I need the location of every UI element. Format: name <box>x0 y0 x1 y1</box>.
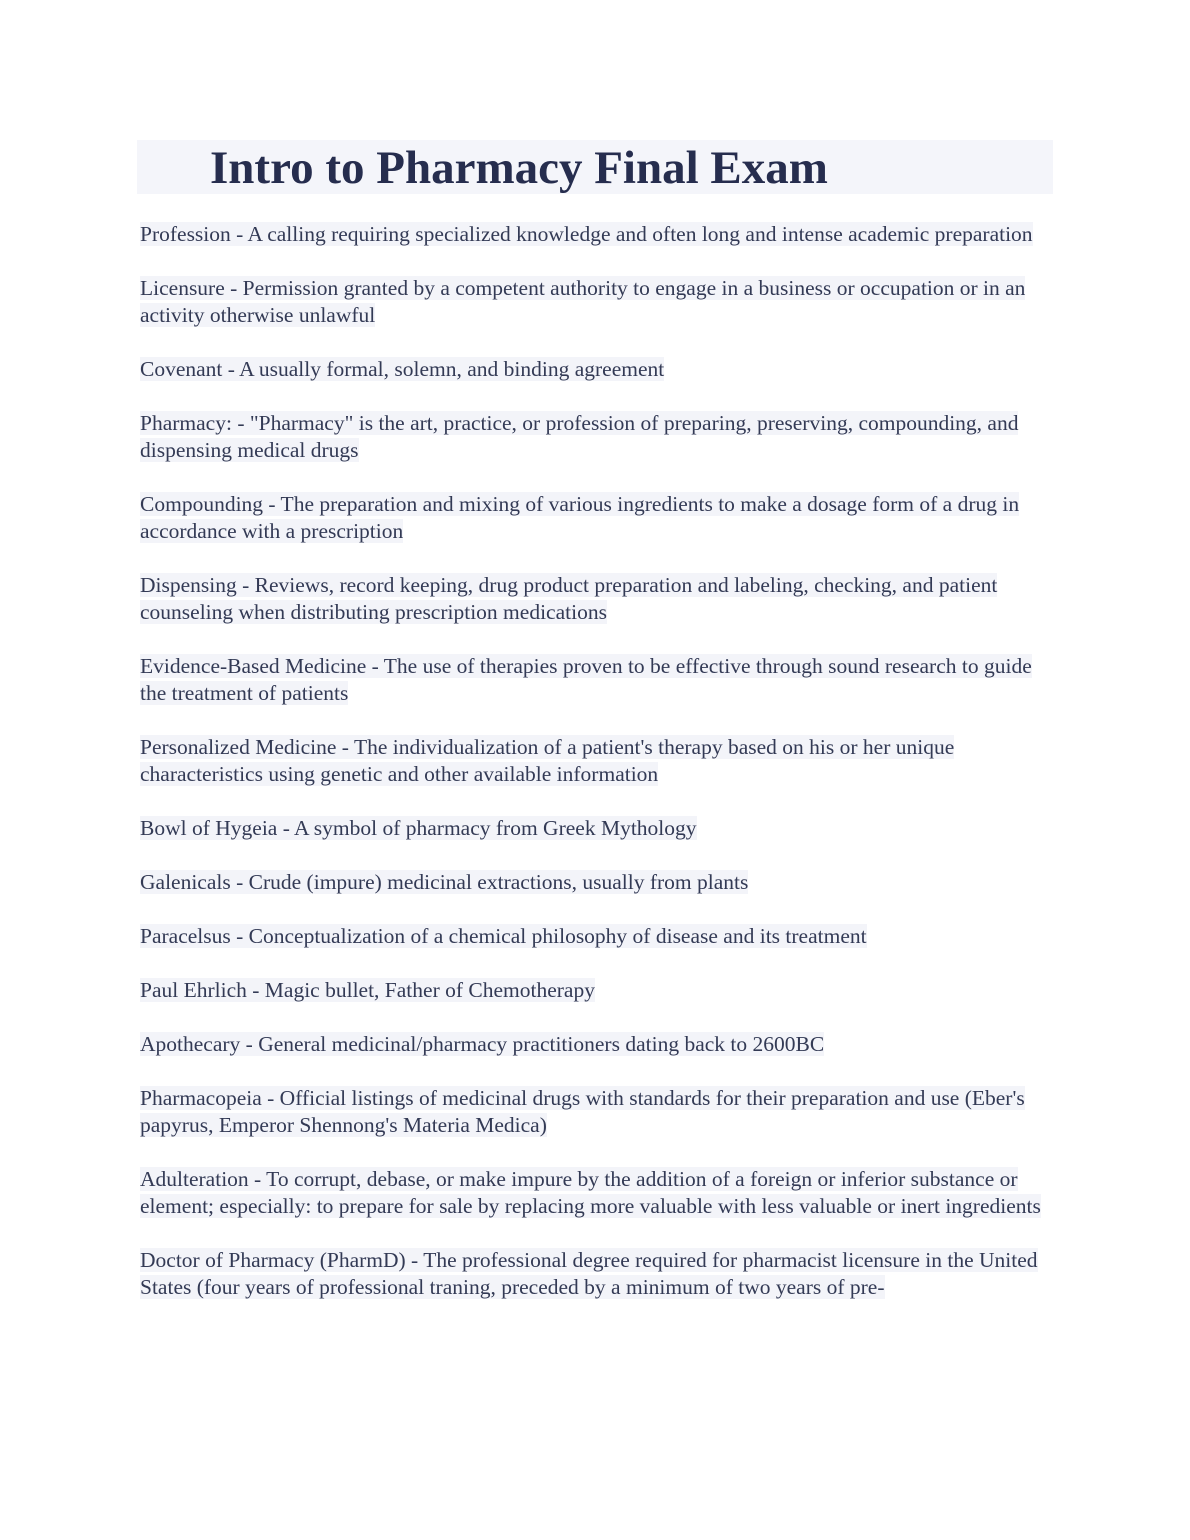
glossary-entry-dispensing: Dispensing - Reviews, record keeping, drug product preparation and labeling, checking, and patient counseling when distributing prescription medications <box>140 573 998 625</box>
glossary-entry-apothecary: Apothecary - General medicinal/pharmacy practitioners dating back to 2600BC <box>140 1031 825 1056</box>
glossary-list <box>140 221 1055 1328</box>
glossary-entry-evidence-based-medicine: Evidence-Based Medicine - The use of therapies proven to be effective through sound research to guide the treatment of patients <box>140 654 1032 706</box>
page-title: Intro to Pharmacy Final Exam <box>210 142 828 194</box>
glossary-entry-adulteration: Adulteration - To corrupt, debase, or make impure by the addition of a foreign or inferior substance or element; especially: to prepare for sale by replacing more valuable with less valuable or inert ingredients <box>140 1166 1041 1219</box>
glossary-entry-covenant: Covenant - A usually formal, solemn, and binding agreement <box>140 356 665 381</box>
glossary-entry-personalized-medicine: Personalized Medicine - The individualization of a patient's therapy based on his or her unique characteristics using genetic and other available information <box>140 735 955 787</box>
glossary-entry-galenicals: Galenicals - Crude (impure) medicinal extractions, usually from plants <box>140 870 749 895</box>
glossary-entry-bowl-of-hygeia: Bowl of Hygeia - A symbol of pharmacy from Greek Mythology <box>140 816 697 841</box>
glossary-entry-paracelsus: Paracelsus - Conceptualization of a chemical philosophy of disease and its treatment <box>140 924 867 949</box>
glossary-entry-paul-ehrlich: Paul Ehrlich - Magic bullet, Father of Chemotherapy <box>140 978 595 1003</box>
glossary-entry-compounding: Compounding - The preparation and mixing of various ingredients to make a dosage form of a drug in accordance with a prescription <box>140 491 1020 544</box>
glossary-entry-doctor-of-pharmacy: Doctor of Pharmacy (PharmD) - The professional degree required for pharmacist licensure in the United States (four years of professional traning, preceded by a minimum of two years of pre- <box>140 1247 1038 1300</box>
glossary-entry-pharmacy: Pharmacy: - "Pharmacy" is the art, practice, or profession of preparing, preserving, compounding, and dispensing medical drugs <box>140 410 1019 463</box>
glossary-entry-profession: Profession - A calling requiring specialized knowledge and often long and intense academic preparation <box>140 222 1033 246</box>
glossary-entry-pharmacopeia: Pharmacopeia - Official listings of medicinal drugs with standards for their preparation and use (Eber's papyrus, Emperor Shennong's Materia Medica) <box>140 1085 1025 1137</box>
glossary-entry-licensure: Licensure - Permission granted by a competent authority to engage in a business or occupation or in an activity otherwise unlawful <box>140 275 1026 328</box>
